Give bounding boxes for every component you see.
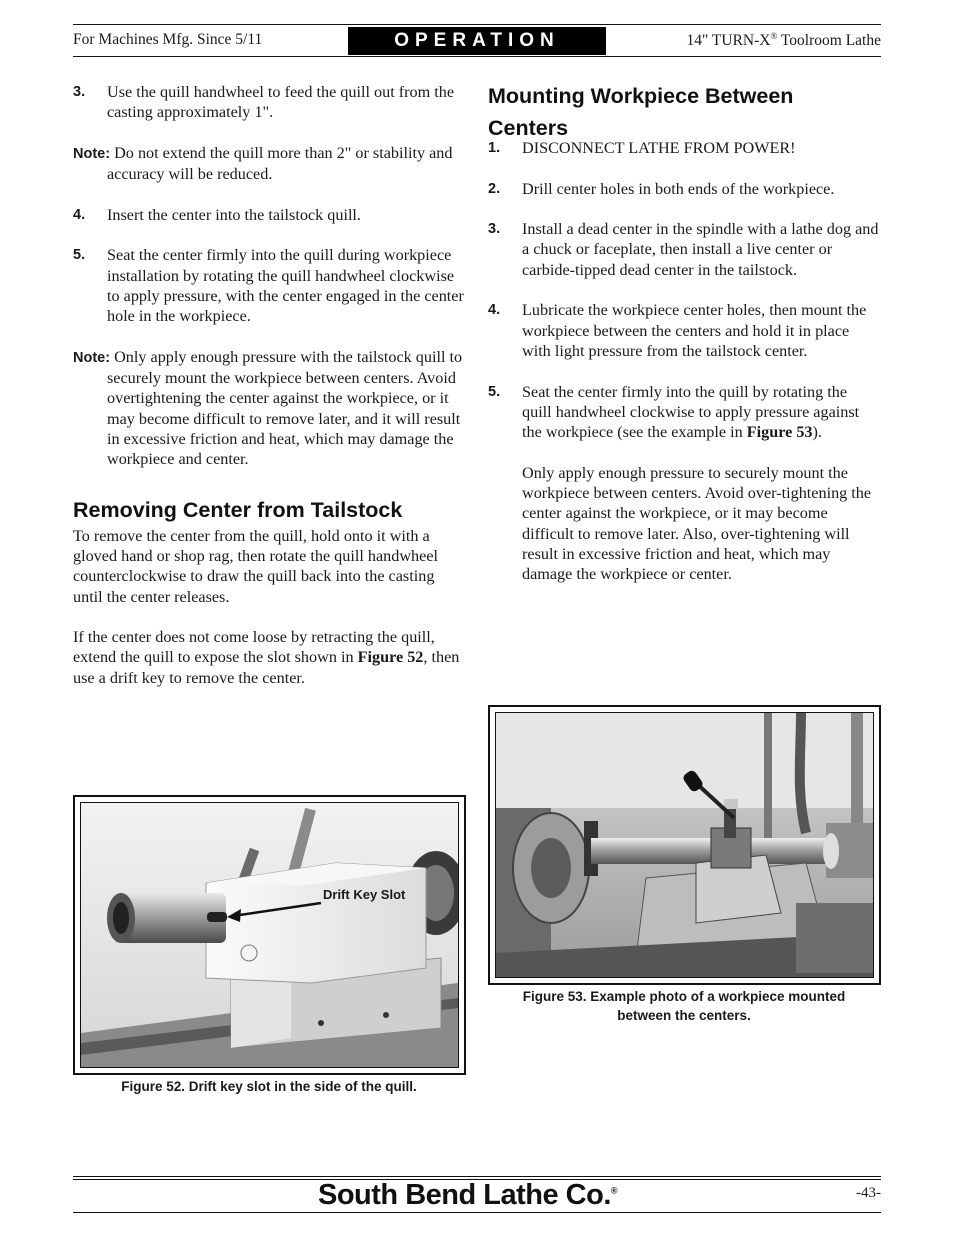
page-number: -43- <box>856 1185 881 1201</box>
right-step-2: 2. Drill center holes in both ends of the workpiece. <box>488 179 835 198</box>
note-pressure: Note: Only apply enough pressure with the tailstock quill to securely mount the workpiece between centers. Avoid overtightening the center against the workpiece, or it may become difficult to remove later, and it will result in excessive friction and heat, which may damage the workpiece and center. <box>73 347 463 469</box>
paragraph-remove-center: To remove the center from the quill, hold onto it with a gloved hand or shop rag, then rotate the quill handwheel counterclockwise to draw the quill back into the casting until the center releases. <box>73 526 439 606</box>
header-left-text: For Machines Mfg. Since 5/11 <box>73 31 263 48</box>
right-column <box>488 80 880 605</box>
left-column <box>73 82 465 708</box>
step-4: 4. Insert the center into the tailstock quill. <box>73 205 361 224</box>
figure-52-caption: Figure 52. Drift key slot in the side of the quill. <box>121 1079 417 1094</box>
figure-53-caption <box>488 987 880 1025</box>
figure-53-caption-line-1: Figure 53. Example photo of a workpiece mounted <box>522 989 846 1004</box>
lathe-photo-illustration <box>496 713 873 977</box>
footer-rule-top <box>73 1176 881 1177</box>
right-step-3: 3. Install a dead center in the spindle with a lathe dog and a chuck or faceplate, then install a live center or carbide-tipped dead center in the tailstock. <box>488 220 879 279</box>
brand-logo: South Bend Lathe Co.® <box>318 1179 618 1211</box>
figure-53-caption-line-2: between the centers. <box>617 1008 751 1023</box>
footer-rule-bottom <box>73 1212 881 1213</box>
step-5: 5. Seat the center firmly into the quill during workpiece installation by rotating the quill handwheel clockwise to apply pressure, with the center engaged in the center hole in the workpiece. <box>73 246 464 326</box>
step-3: 3. Use the quill handwheel to feed the quill out from the casting approximately 1". <box>73 83 455 122</box>
drift-key-slot-callout: Drift Key Slot <box>323 887 406 902</box>
tailstock-illustration <box>81 803 458 1067</box>
right-step-1: 1. DISCONNECT LATHE FROM POWER! <box>488 139 796 157</box>
paragraph-drift-key: If the center does not come loose by retracting the quill, extend the quill to expose the slot shown in Figure 52, then use a drift key to remove the center. <box>73 628 460 687</box>
figure-52-frame <box>73 795 466 1075</box>
header-rule-top <box>73 24 881 25</box>
figure-52-image <box>80 802 459 1068</box>
right-step-5: 5. Seat the center firmly into the quill by rotating the quill handwheel clockwise to apply pressure against the workpiece (see the example in Figure 53). <box>488 382 860 442</box>
heading-mounting-workpiece: Mounting Workpiece Between Centers <box>488 84 794 140</box>
header-right-text: 14" TURN-X® Toolroom Lathe <box>686 31 881 50</box>
header-rule-bottom <box>73 56 881 57</box>
right-step-4: 4. Lubricate the workpiece center holes, then mount the workpiece between the centers and hold it in place with light pressure from the tailstock center. <box>488 301 867 360</box>
figure-53-reference: Figure 53 <box>746 423 813 442</box>
note-quill-extension: Note: Do not extend the quill more than 2" or stability and accuracy will be reduced. <box>73 143 453 184</box>
figure-52-reference: Figure 52 <box>357 648 424 667</box>
figure-53-image <box>495 712 874 978</box>
section-banner: OPERATION <box>348 27 606 55</box>
heading-removing-center: Removing Center from Tailstock <box>73 497 403 522</box>
figure-53-frame <box>488 705 881 985</box>
right-step-5-continued: Only apply enough pressure to securely mount the workpiece between centers. Avoid over-tightening the center against the workpiece, or it may become difficult to remove later. Also, over-tightening will result in excessive friction and heat, which may damage the workpiece or center. <box>522 463 872 584</box>
